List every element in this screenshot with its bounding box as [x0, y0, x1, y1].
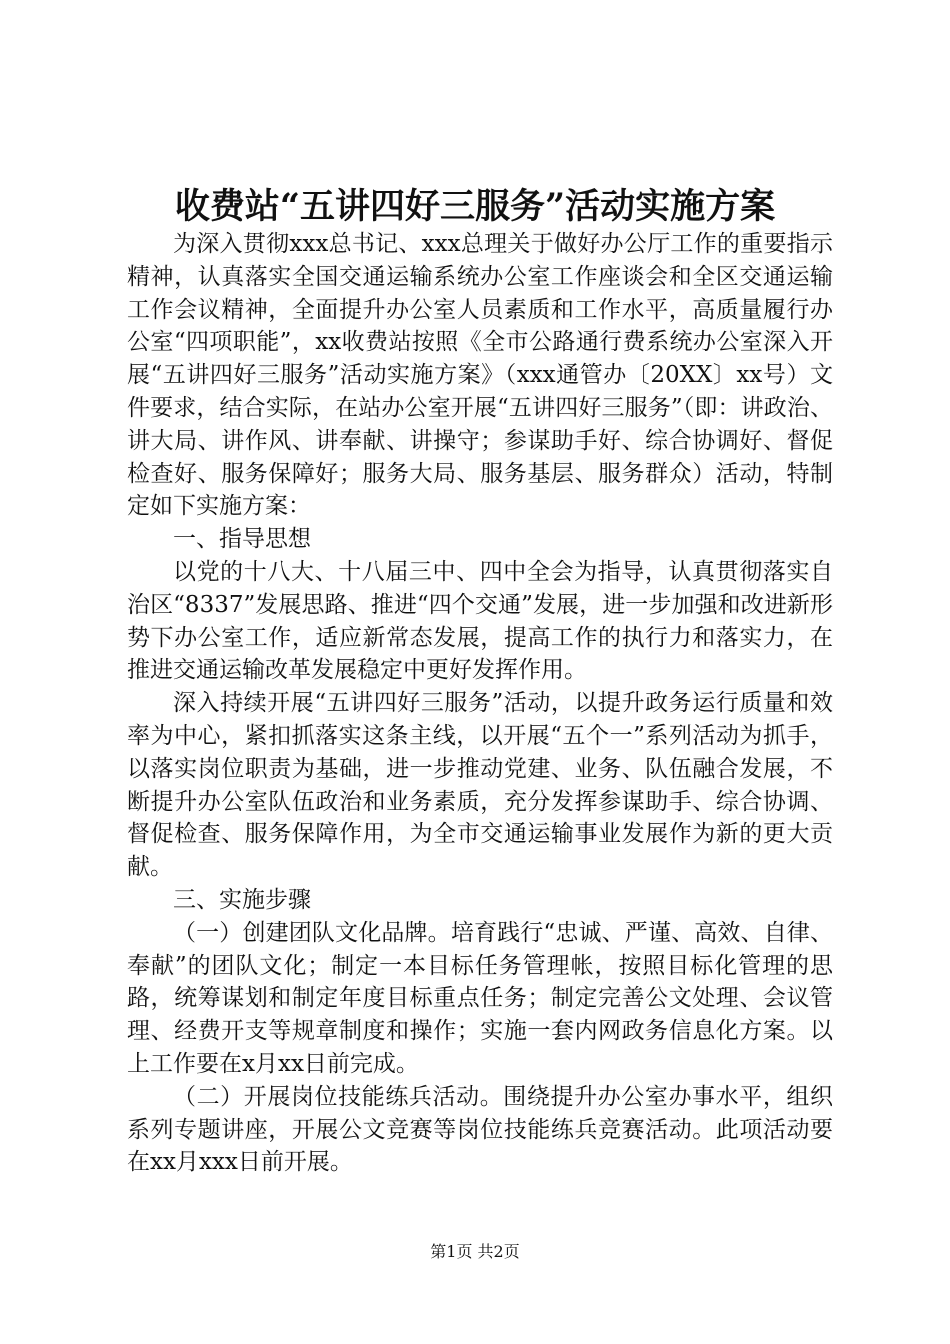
intro-paragraph: 为深入贯彻xxx总书记、xxx总理关于做好办公厅工作的重要指示精神，认真落实全国交通运输系统办公室工作座谈会和全区交通运输工作会议精神，全面提升办公室人员素质和工作水平，高质量履行办公室“四项职能”，xx收费站按照《全市公路通行费系统办公室深入开展“五讲四好三服务”活动实施方案》（xxx通管办〔20XX〕xx号）文件要求，结合实际，在站办公室开展“五讲四好三服务”（即：讲政治、讲大局、讲作风、讲奉献、讲操守；参谋助手好、综合协调好、督促检查好、服务保障好；服务大局、服务基层、服务群众）活动，特制定如下实施方案： [127, 231, 833, 520]
step-two-paragraph: （二）开展岗位技能练兵活动。围绕提升办公室办事水平，组织系列专题讲座，开展公文竞赛等岗位技能练兵竞赛活动。此项活动要在xx月xxx日前开展。 [127, 1083, 833, 1176]
document-title: 收费站“五讲四好三服务”活动实施方案 [174, 186, 776, 227]
guiding-thought-paragraph: 以党的十八大、十八届三中、四中全会为指导，认真贯彻落实自治区“8337”发展思路、推进“四个交通”发展，进一步加强和改进新形势下办公室工作，适应新常态发展，提高工作的执行力和落实力，在推进交通运输改革发展稳定中更好发挥作用。 [127, 558, 833, 684]
section-heading-guiding-thought: 一、指导思想 [173, 526, 311, 553]
step-one-paragraph: （一）创建团队文化品牌。培育践行“忠诚、严谨、高效、自律、奉献”的团队文化；制定一本目标任务管理帐，按照目标化管理的思路，统筹谋划和制定年度目标重点任务；制定完善公文处理、会议管理、经费开支等规章制度和操作；实施一套内网政务信息化方案。以上工作要在x月xx日前完成。 [127, 919, 833, 1077]
section-heading-implementation-steps: 三、实施步骤 [173, 886, 311, 913]
document-body [127, 228, 833, 1179]
activity-paragraph: 深入持续开展“五讲四好三服务”活动，以提升政务运行质量和效率为中心，紧扣抓落实这条主线，以开展“五个一”系列活动为抓手，以落实岗位职责为基础，进一步推动党建、业务、队伍融合发展，不断提升办公室队伍政治和业务素质，充分发挥参谋助手、综合协调、督促检查、服务保障作用，为全市交通运输事业发展作为新的更大贡献。 [127, 690, 833, 881]
page-footer: 第1页 共2页 [430, 1242, 520, 1261]
